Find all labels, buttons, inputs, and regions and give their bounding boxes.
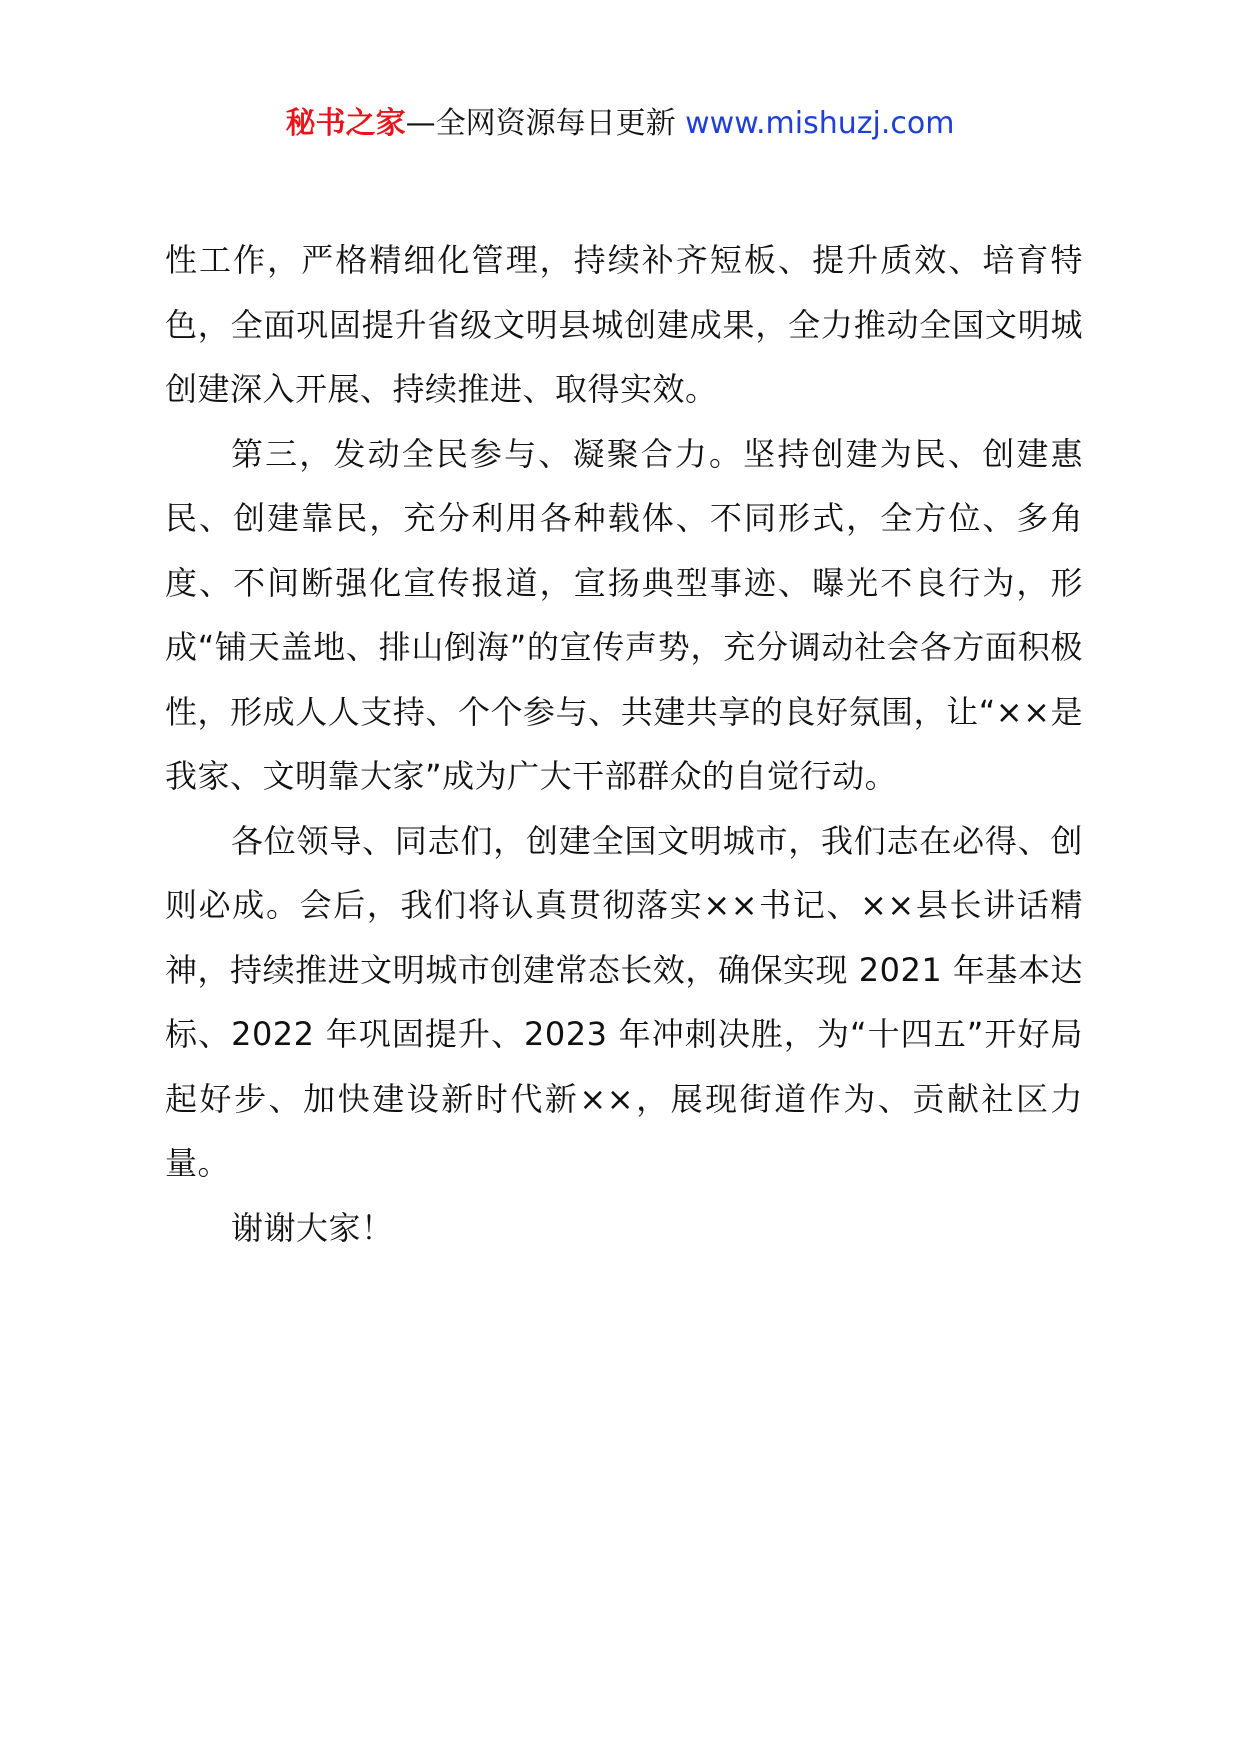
document-body bbox=[165, 228, 1083, 1260]
page-header bbox=[0, 104, 1240, 144]
brand-name: 秘书之家 bbox=[285, 106, 406, 141]
paragraph-closing: 各位领导、同志们，创建全国文明城市，我们志在必得、创则必成。会后，我们将认真贯彻落实××书记、××县长讲话精神，持续推进文明城市创建常态长效，确保实现 2021 年基本达标、2022 年巩固提升、2023 年冲刺决胜，为“十四五”开好局起好步、加快建设新时代新××，展现街道作为、贡献社区力量。 bbox=[165, 821, 1083, 1182]
header-tagline: —全网资源每日更新 bbox=[405, 106, 676, 141]
paragraph-third-point: 第三，发动全民参与、凝聚合力。坚持创建为民、创建惠民、创建靠民，充分利用各种载体、不同形式，全方位、多角度、不间断强化宣传报道，宣扬典型事迹、曝光不良行为，形成“铺天盖地、排山倒海”的宣传声势，充分调动社会各方面积极性，形成人人支持、个个参与、共建共享的良好氛围，让“××是我家、文明靠大家”成为广大干部群众的自觉行动。 bbox=[165, 434, 1083, 795]
paragraph-thanks: 谢谢大家！ bbox=[231, 1208, 394, 1247]
site-url-link[interactable]: www.mishuzj.com bbox=[685, 106, 955, 141]
paragraph-continuation: 性工作，严格精细化管理，持续补齐短板、提升质效、培育特色，全面巩固提升省级文明县城创建成果，全力推动全国文明城创建深入开展、持续推进、取得实效。 bbox=[165, 241, 1083, 408]
